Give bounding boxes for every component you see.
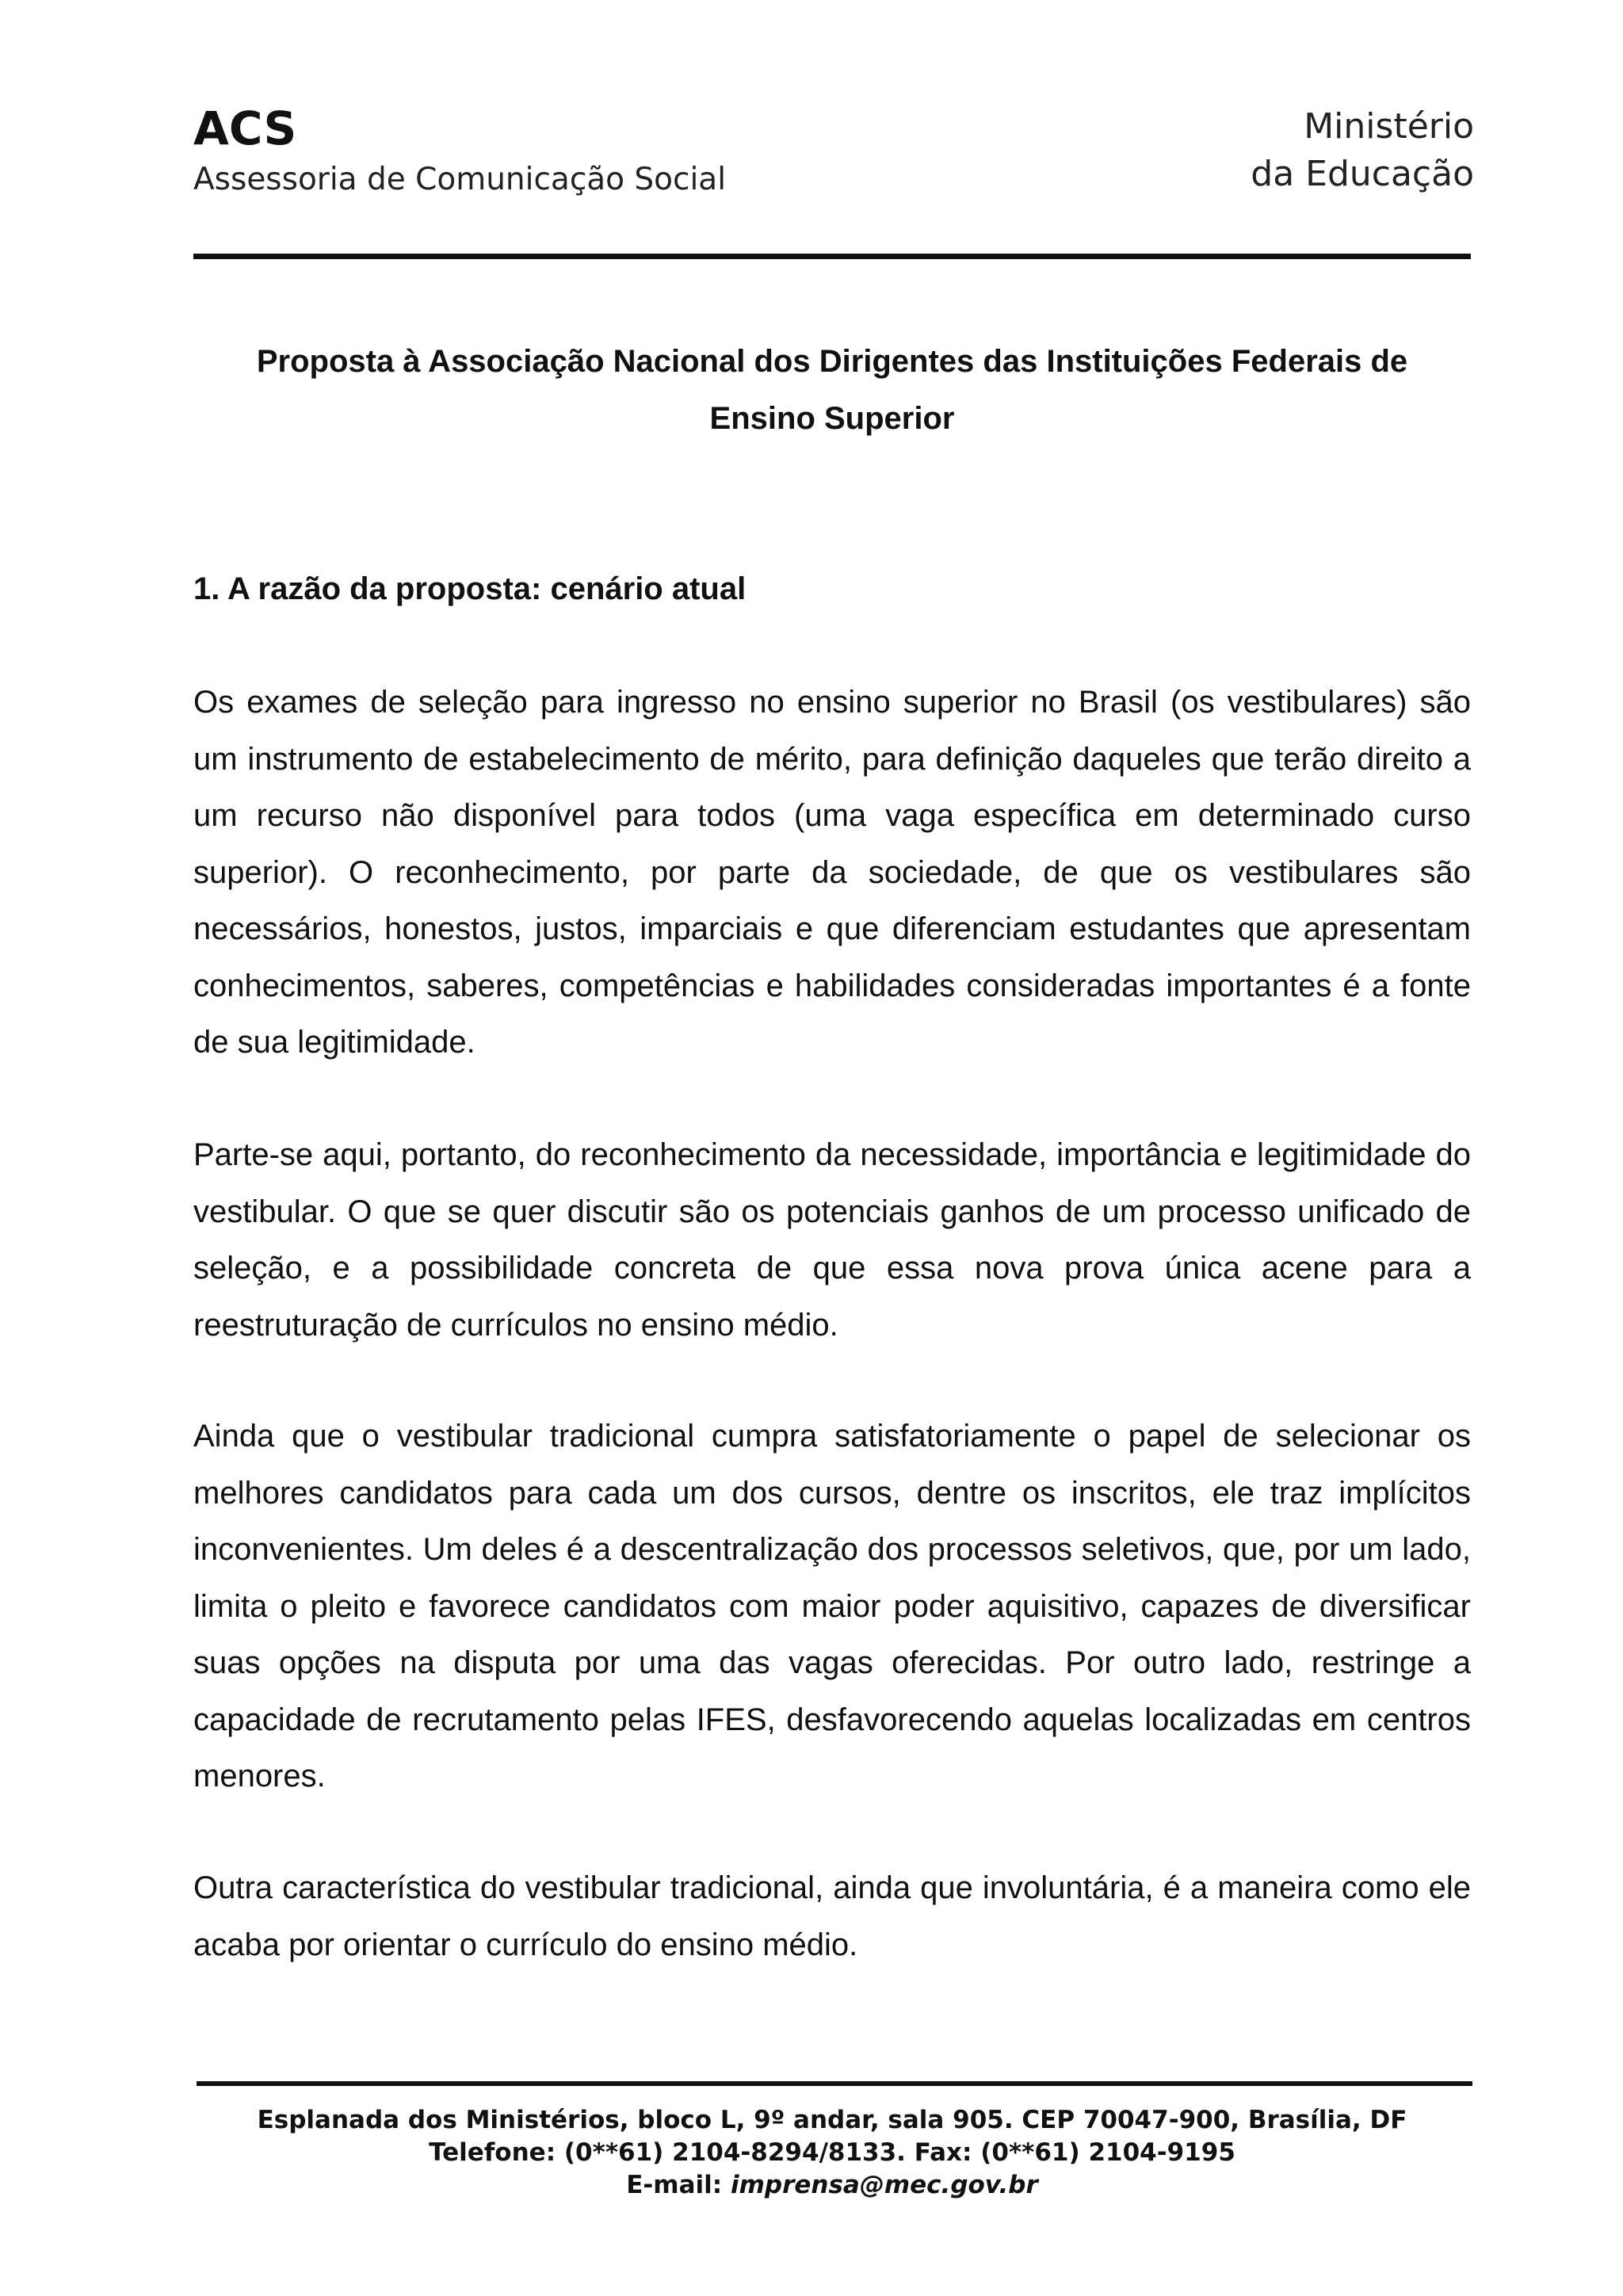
ministry-line-1: Ministério [1304, 106, 1474, 147]
ministry-line-2: da Educação [1251, 154, 1474, 194]
footer-divider [197, 2081, 1472, 2086]
header-org [193, 101, 907, 200]
org-abbreviation: ACS [193, 101, 297, 155]
title-line-2: Ensino Superior [709, 401, 955, 436]
footer-phone: Telefone: (0**61) 2104-8294/8133. Fax: (0**61) 2104-9195 [429, 2138, 1235, 2167]
paragraph-4: Outra característica do vestibular tradicional, ainda que involuntária, é a maneira como ele acaba por orientar o currículo do ensino médio. [193, 1870, 1471, 1962]
section-heading: 1. A razão da proposta: cenário atual [193, 571, 747, 606]
footer [193, 2104, 1471, 2202]
paragraph-1: Os exames de seleção para ingresso no ensino superior no Brasil (os vestibulares) são um instrumento de estabelecimento de mérito, para definição daqueles que terão direito a um recurso não disponível para todos (uma vaga específica em determinado curso superior). O reconhecimento, por parte da sociedade, de que os vestibulares são necessários, honestos, justos, imparciais e que diferenciam estudantes que apresentam conhecimentos, saberes, competências e habilidades consideradas importantes é a fonte de sua legitimidade. [193, 685, 1471, 1060]
footer-email-link[interactable]: imprensa@mec.gov.br [730, 2171, 1038, 2199]
paragraph-2: Parte-se aqui, portanto, do reconhecimento da necessidade, importância e legitimidade do vestibular. O que se quer discutir são os potenciais ganhos de um processo unificado de seleção, e a possibilidade concreta de que essa nova prova única acene para a reestruturação de currículos no ensino médio. [193, 1137, 1471, 1343]
document-title [193, 333, 1471, 447]
footer-address: Esplanada dos Ministérios, bloco L, 9º andar, sala 905. CEP 70047-900, Brasília, DF [257, 2106, 1407, 2134]
footer-email-label: E-mail: [626, 2171, 723, 2199]
footer-email-line [193, 2169, 1471, 2202]
header-divider [193, 254, 1471, 259]
title-line-1: Proposta à Associação Nacional dos Dirigentes das Instituições Federais de [256, 344, 1408, 379]
org-name: Assessoria de Comunicação Social [193, 162, 727, 197]
ministry-name [1078, 103, 1474, 198]
paragraph-3: Ainda que o vestibular tradicional cumpra satisfatoriamente o papel de selecionar os melhores candidatos para cada um dos cursos, dentre os inscritos, ele traz implícitos inconvenientes. Um deles é a descentralização dos processos seletivos, que, por um lado, limita o pleito e favorece candidatos com maior poder aquisitivo, capazes de diversificar suas opções na disputa por uma das vagas oferecidas. Por outro lado, restringe a capacidade de recrutamento pelas IFES, desfavorecendo aquelas localizadas em centros menores. [193, 1419, 1471, 1794]
